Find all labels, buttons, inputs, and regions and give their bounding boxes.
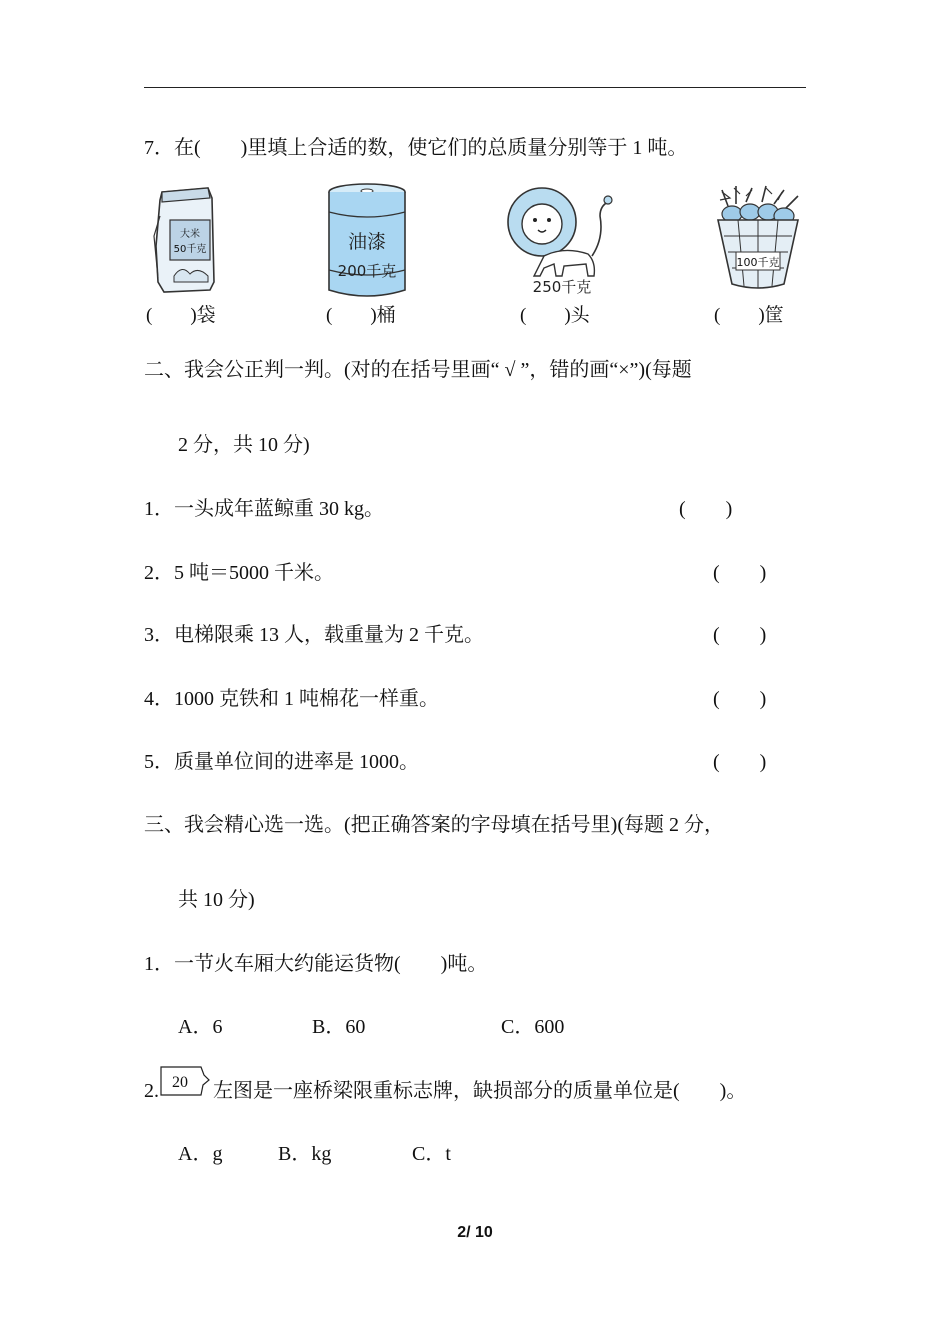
rice-bag-icon (150, 186, 222, 299)
section3-heading-line2: 共 10 分) (178, 889, 255, 911)
svg-text:油漆: 油漆 (347, 231, 387, 253)
s2-question-4: 4．1000 克铁和 1 吨棉花一样重。 (144, 688, 439, 710)
s2-question-5: 5．质量单位间的进率是 1000。 (144, 751, 419, 773)
s2-answer-blank-5[interactable]: ( ) (713, 751, 767, 773)
s3-q1-option-b[interactable]: B．60 (312, 1016, 366, 1038)
s3-question-2-number: 2. (144, 1080, 159, 1102)
s2-answer-blank-1[interactable]: ( ) (679, 498, 733, 520)
s3-question-2: 左图是一座桥梁限重标志牌，缺损部分的质量单位是( )。 (213, 1080, 747, 1102)
lion-icon (504, 182, 616, 303)
s3-q1-option-c[interactable]: C．600 (501, 1016, 565, 1038)
page-number: 2/ 10 (457, 1224, 493, 1241)
s2-answer-blank-4[interactable]: ( ) (713, 688, 767, 710)
s3-q2-option-c[interactable]: C．t (412, 1143, 451, 1165)
svg-text:100千克: 100千克 (736, 256, 780, 269)
q7-caption-barrel: ( )桶 (326, 305, 396, 326)
s2-question-3: 3．电梯限乘 13 人，载重量为 2 千克。 (144, 624, 484, 646)
svg-text:大米: 大米 (180, 229, 200, 240)
svg-text:250千克: 250千克 (532, 278, 592, 296)
paint-barrel-icon (326, 182, 408, 305)
s3-question-1: 1．一节火车厢大约能运货物( )吨。 (144, 953, 488, 975)
svg-text:200千克: 200千克 (337, 262, 397, 280)
q7-text: 7．在( )里填上合适的数，使它们的总质量分别等于 1 吨。 (144, 137, 688, 159)
s3-q1-option-a[interactable]: A．6 (178, 1016, 223, 1038)
q7-caption-basket: ( )筐 (714, 305, 784, 326)
svg-text:50千克: 50千克 (173, 244, 207, 255)
section2-heading-line2: 2 分，共 10 分) (178, 434, 310, 456)
section2-heading-line1: 二、我会公正判一判。(对的在括号里画“ √ ”，错的画“×”)(每题 (144, 359, 692, 381)
svg-text:20: 20 (172, 1074, 188, 1091)
carrot-basket-icon (712, 184, 804, 299)
s2-answer-blank-3[interactable]: ( ) (713, 624, 767, 646)
s2-question-2: 2．5 吨＝5000 千米。 (144, 562, 334, 584)
weight-limit-sign (160, 1066, 204, 1094)
s2-question-1: 1．一头成年蓝鲸重 30 kg。 (144, 498, 384, 520)
q7-caption-bag: ( )袋 (146, 305, 216, 326)
section3-heading-line1: 三、我会精心选一选。(把正确答案的字母填在括号里)(每题 2 分， (144, 814, 724, 836)
s3-q2-option-b[interactable]: B．kg (278, 1143, 332, 1165)
s2-answer-blank-2[interactable]: ( ) (713, 562, 767, 584)
header-rule (144, 87, 806, 88)
q7-caption-lion: ( )头 (520, 305, 590, 326)
s3-q2-option-a[interactable]: A．g (178, 1143, 223, 1165)
